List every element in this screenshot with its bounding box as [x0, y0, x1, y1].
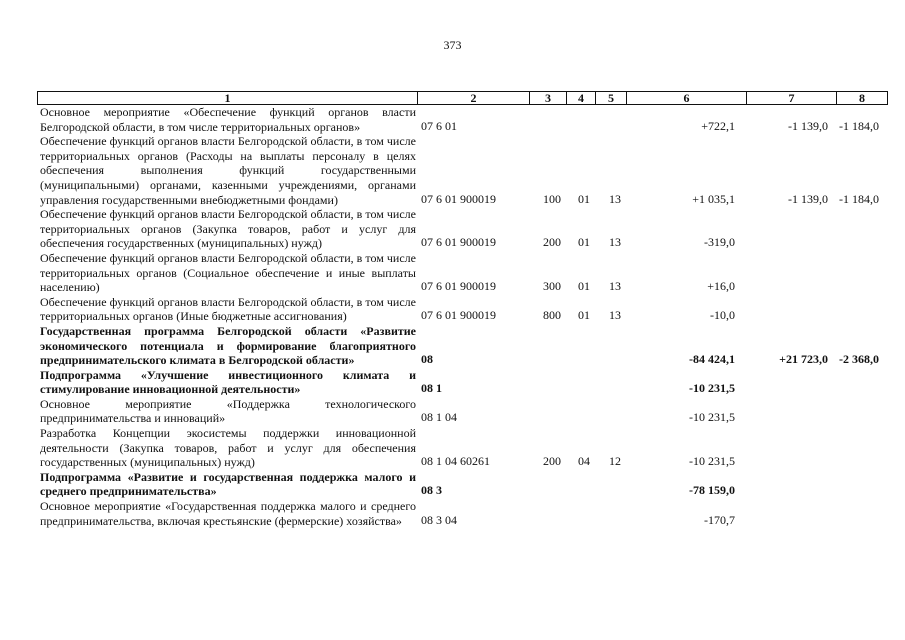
row-expense-type: [528, 133, 565, 134]
row-value-col-7: [745, 323, 835, 324]
row-section: [565, 133, 594, 134]
row-value-col-7: -1 139,0: [788, 191, 828, 206]
table-row: [37, 324, 888, 368]
header-col-8: 8: [836, 92, 887, 104]
row-code: 08: [421, 352, 433, 367]
row-subsection: 13: [609, 279, 621, 294]
row-description: Разработка Концепции экосистемы поддержки инновационной деятельности (Закупка товаров, работ и услуг для обеспечения государственных (муниципальных) нужд): [40, 426, 416, 470]
row-code: 07 6 01 900019: [421, 279, 496, 294]
row-code: 08 1 04 60261: [421, 454, 490, 469]
row-subsection: [594, 396, 625, 397]
table-header: [37, 91, 888, 105]
table-body: [37, 105, 888, 528]
row-value-col-8: [835, 498, 888, 499]
row-value-col-7: [745, 425, 835, 426]
row-code: 07 6 01 900019: [421, 191, 496, 206]
row-expense-type: [528, 498, 565, 499]
row-value-col-8: -2 368,0: [839, 352, 879, 367]
row-value-col-7: [745, 250, 835, 251]
row-code: 08 1: [421, 381, 442, 396]
row-value-col-7: [745, 396, 835, 397]
row-expense-type: 100: [543, 191, 561, 206]
row-description: Обеспечение функций органов власти Белгородской области, в том числе территориальных органов (Расходы на выплаты персоналу в целях обеспечения выполнения функций государственными (муниципальными) органами, казенными учреждениями, органами управления государственными внебюджетными фондами): [40, 134, 416, 207]
row-value-col-8: [835, 250, 888, 251]
row-value-col-6: -10 231,5: [689, 410, 735, 425]
row-value-col-8: [835, 425, 888, 426]
row-value-col-6: -319,0: [704, 235, 735, 250]
row-description: Основное мероприятие «Поддержка технологического предпринимательства и инноваций»: [40, 396, 416, 426]
row-description: Обеспечение функций органов власти Белгородской области, в том числе территориальных органов (Социальное обеспечение и иные выплаты населению): [40, 250, 416, 295]
row-description: Подпрограмма «Улучшение инвестиционного климата и стимулирование инновационной деятельности»: [40, 367, 416, 397]
budget-table: [37, 91, 888, 528]
row-description: Основное мероприятие «Обеспечение функций органов власти Белгородской области, в том числе территориальных органов»: [40, 105, 416, 134]
table-row: [37, 499, 888, 528]
row-code: 08 3 04: [421, 512, 457, 527]
row-section: [565, 396, 594, 397]
row-expense-type: [528, 527, 565, 528]
row-value-col-8: [835, 323, 888, 324]
header-col-5: 5: [595, 92, 626, 104]
table-row: [37, 426, 888, 470]
row-value-col-8: [835, 527, 888, 528]
row-value-col-6: +16,0: [707, 279, 735, 294]
header-col-2: 2: [417, 92, 529, 104]
header-col-6: 6: [626, 92, 746, 104]
row-subsection: [594, 367, 625, 368]
table-row: [37, 105, 888, 134]
row-value-col-7: [745, 469, 835, 470]
row-value-col-6: -10 231,5: [689, 381, 735, 396]
row-value-col-8: [835, 294, 888, 295]
row-value-col-7: +21 723,0: [779, 352, 828, 367]
row-value-col-7: [745, 294, 835, 295]
row-value-col-6: -170,7: [704, 512, 735, 527]
row-expense-type: [528, 367, 565, 368]
row-description: Основное мероприятие «Государственная поддержка малого и среднего предпринимательства, включая крестьянские (фермерские) хозяйства»: [40, 499, 416, 528]
row-code: 07 6 01 900019: [421, 235, 496, 250]
row-expense-type: 300: [543, 279, 561, 294]
row-code: 07 6 01 900019: [421, 308, 496, 323]
row-section: 01: [578, 235, 590, 250]
table-row: [37, 470, 888, 499]
row-subsection: 13: [609, 308, 621, 323]
row-section: [565, 425, 594, 426]
row-subsection: 13: [609, 191, 621, 206]
row-description: Обеспечение функций органов власти Белгородской области, в том числе территориальных органов (Закупка товаров, работ и услуг для обеспечения государственных (муниципальных) нужд): [40, 207, 416, 251]
row-subsection: 13: [609, 235, 621, 250]
header-col-3: 3: [529, 92, 566, 104]
row-subsection: [594, 498, 625, 499]
row-description: Подпрограмма «Развитие и государственная поддержка малого и среднего предпринимательства»: [40, 469, 416, 499]
row-subsection: 12: [609, 454, 621, 469]
row-code: 08 3: [421, 483, 442, 498]
row-section: 01: [578, 308, 590, 323]
row-subsection: [594, 527, 625, 528]
row-expense-type: [528, 396, 565, 397]
row-description: Обеспечение функций органов власти Белгородской области, в том числе территориальных органов (Иные бюджетные ассигнования): [40, 294, 416, 324]
table-row: [37, 207, 888, 251]
row-expense-type: [528, 425, 565, 426]
row-value-col-8: -1 184,0: [839, 191, 879, 206]
row-expense-type: 200: [543, 235, 561, 250]
page-number: 373: [443, 38, 462, 52]
header-col-4: 4: [566, 92, 595, 104]
row-value-col-6: -78 159,0: [689, 483, 735, 498]
header-col-1: 1: [224, 91, 231, 105]
row-value-col-7: [745, 498, 835, 499]
row-subsection: [594, 133, 625, 134]
row-subsection: [594, 425, 625, 426]
row-section: [565, 367, 594, 368]
row-value-col-8: [835, 396, 888, 397]
row-value-col-6: -84 424,1: [689, 352, 735, 367]
row-section: [565, 498, 594, 499]
row-value-col-6: -10,0: [710, 308, 735, 323]
row-expense-type: 800: [543, 308, 561, 323]
table-row: [37, 251, 888, 295]
table-row: [37, 134, 888, 207]
row-value-col-7: [745, 527, 835, 528]
row-section: 01: [578, 279, 590, 294]
table-row: [37, 397, 888, 426]
row-value-col-6: -10 231,5: [689, 454, 735, 469]
table-row: [37, 295, 888, 324]
row-section: [565, 527, 594, 528]
table-row: [37, 368, 888, 397]
row-value-col-8: [835, 469, 888, 470]
row-section: 04: [578, 454, 590, 469]
header-col-7: 7: [746, 92, 836, 104]
row-code: 08 1 04: [421, 410, 457, 425]
row-description: Государственная программа Белгородской области «Развитие экономического потенциала и формирование благоприятного предпринимательского климата в Белгородской области»: [40, 323, 416, 368]
row-section: 01: [578, 191, 590, 206]
row-code: 07 6 01: [421, 118, 457, 133]
row-value-col-8: -1 184,0: [839, 118, 879, 133]
row-value-col-6: +722,1: [701, 118, 735, 133]
row-value-col-7: -1 139,0: [788, 118, 828, 133]
row-expense-type: 200: [543, 454, 561, 469]
row-value-col-6: +1 035,1: [692, 191, 735, 206]
